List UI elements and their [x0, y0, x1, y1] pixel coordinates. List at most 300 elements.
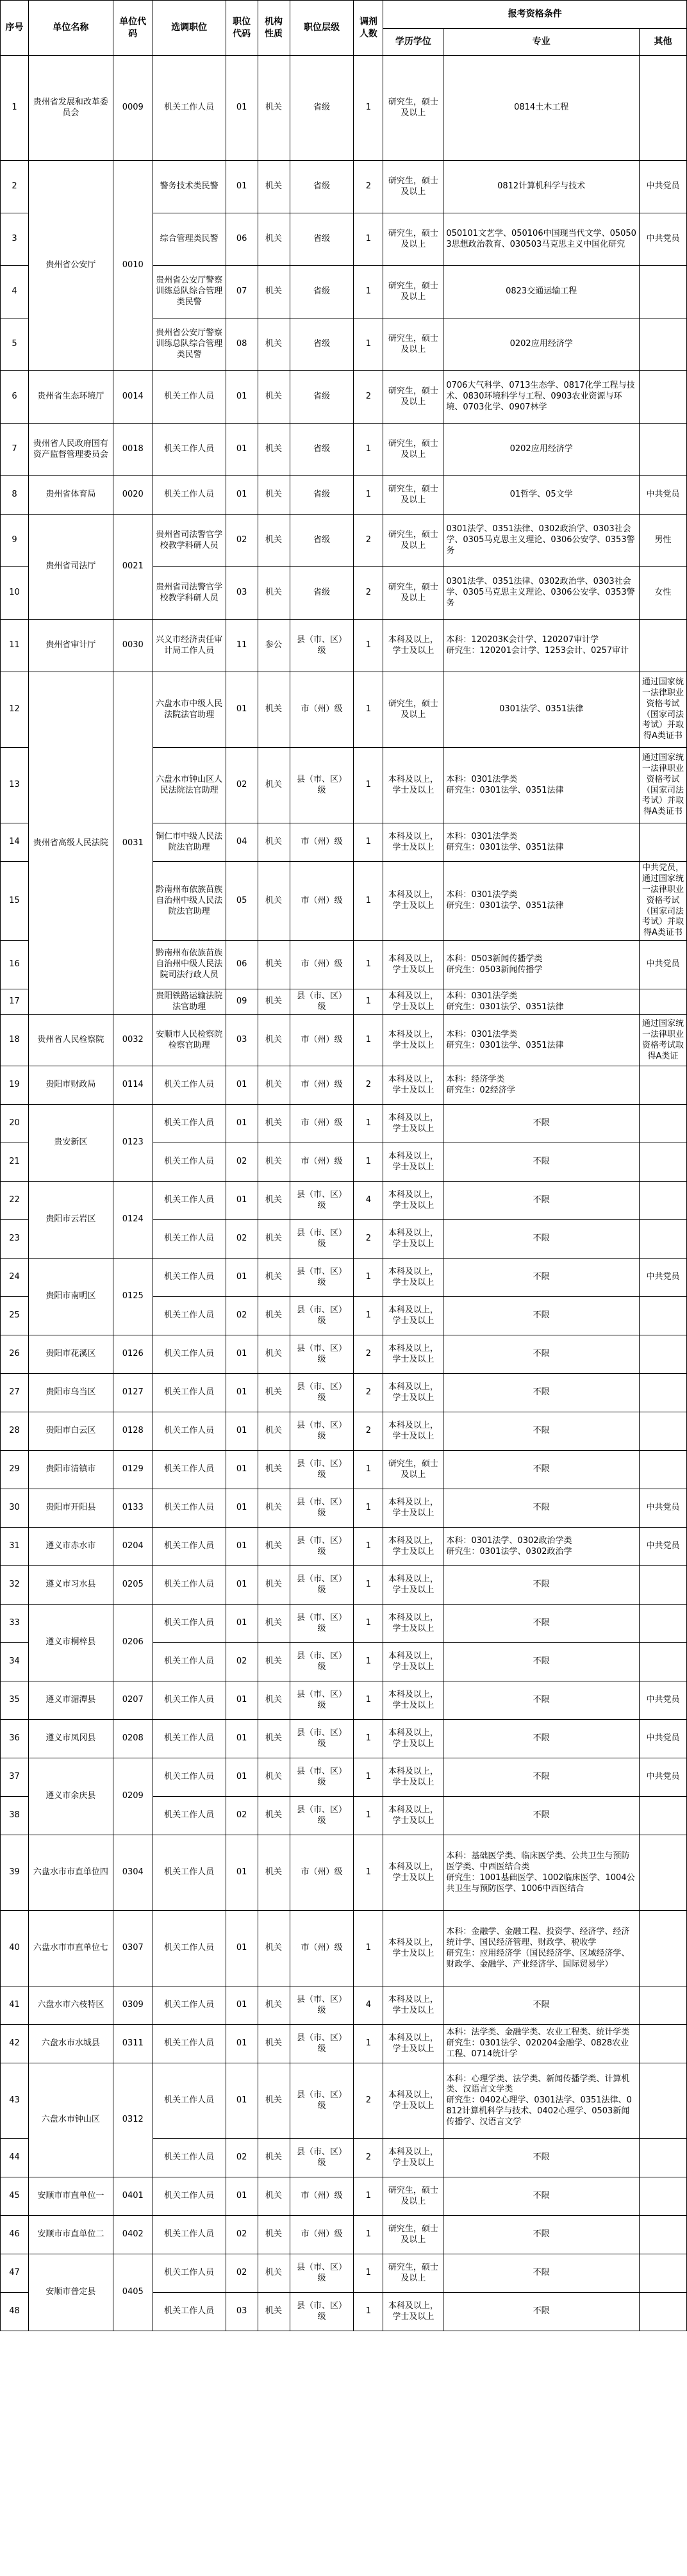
count-cell: 2	[354, 1374, 383, 1412]
unit-name-cell: 贵阳市白云区	[28, 1412, 113, 1451]
nature-cell: 机关	[258, 424, 290, 476]
level-cell: 县（市、区）级	[290, 1412, 354, 1451]
education-cell: 本科及以上，学士及以上	[383, 1605, 443, 1643]
position-cell: 机关工作人员	[153, 1643, 226, 1681]
nature-cell: 机关	[258, 1797, 290, 1835]
seq-cell: 2	[1, 161, 29, 213]
count-cell: 1	[354, 213, 383, 266]
position-cell: 综合管理类民警	[153, 213, 226, 266]
header-unit-code: 单位代码	[113, 1, 153, 56]
count-cell: 1	[354, 1643, 383, 1681]
level-cell: 市（州）级	[290, 941, 354, 989]
nature-cell: 机关	[258, 941, 290, 989]
position-code-cell: 02	[226, 2139, 258, 2177]
other-cell	[639, 1105, 686, 1143]
other-cell: 中共党员	[639, 941, 686, 989]
position-cell: 机关工作人员	[153, 1451, 226, 1489]
position-cell: 机关工作人员	[153, 2216, 226, 2254]
seq-cell: 17	[1, 989, 29, 1015]
unit-name-cell: 六盘水市钟山区	[28, 2063, 113, 2177]
level-cell: 市（州）级	[290, 672, 354, 748]
unit-name-cell: 安顺市市直单位二	[28, 2216, 113, 2254]
major-cell: 本科：0503新闻传播学类 研究生：0503新闻传播学	[443, 941, 640, 989]
seq-cell: 36	[1, 1720, 29, 1758]
table-row	[1, 476, 687, 515]
position-cell: 机关工作人员	[153, 1182, 226, 1220]
nature-cell: 机关	[258, 989, 290, 1015]
count-cell: 1	[354, 476, 383, 515]
level-cell: 省级	[290, 371, 354, 424]
table-row	[1, 1489, 687, 1528]
unit-code-cell: 0126	[113, 1335, 153, 1374]
position-cell: 机关工作人员	[153, 1566, 226, 1605]
education-cell: 本科及以上，学士及以上	[383, 748, 443, 823]
level-cell: 县（市、区）级	[290, 1335, 354, 1374]
nature-cell: 机关	[258, 1911, 290, 1986]
position-cell: 贵州省公安厅警察训练总队综合管理类民警	[153, 318, 226, 371]
level-cell: 省级	[290, 266, 354, 318]
header-row-top	[1, 1, 687, 29]
seq-cell: 26	[1, 1335, 29, 1374]
other-cell: 女性	[639, 567, 686, 620]
count-cell: 2	[354, 1220, 383, 1259]
level-cell: 县（市、区）级	[290, 1182, 354, 1220]
major-cell: 不限	[443, 1681, 640, 1720]
major-cell: 不限	[443, 2216, 640, 2254]
seq-cell: 38	[1, 1797, 29, 1835]
header-other: 其他	[639, 29, 686, 56]
count-cell: 1	[354, 318, 383, 371]
position-code-cell: 01	[226, 161, 258, 213]
position-code-cell: 01	[226, 1605, 258, 1643]
count-cell: 1	[354, 2025, 383, 2063]
education-cell: 本科及以上，学士及以上	[383, 1066, 443, 1105]
other-cell	[639, 1643, 686, 1681]
major-cell: 本科：120203K会计学、120207审计学 研究生：120201会计学、1253会计、0257审计	[443, 620, 640, 672]
other-cell: 中共党员，通过国家统一法律职业资格考试（国家司法考试）并取得A类证书	[639, 862, 686, 941]
nature-cell: 机关	[258, 1986, 290, 2025]
unit-name-cell: 贵阳市花溪区	[28, 1335, 113, 1374]
count-cell: 1	[354, 1528, 383, 1566]
level-cell: 市（州）级	[290, 1835, 354, 1911]
level-cell: 省级	[290, 515, 354, 567]
unit-name-cell: 六盘水市六枝特区	[28, 1986, 113, 2025]
position-cell: 铜仁市中级人民法院法官助理	[153, 823, 226, 862]
position-code-cell: 01	[226, 1835, 258, 1911]
unit-name-cell: 六盘水市市直单位四	[28, 1835, 113, 1911]
seq-cell: 5	[1, 318, 29, 371]
seq-cell: 23	[1, 1220, 29, 1259]
count-cell: 1	[354, 823, 383, 862]
table-row	[1, 1066, 687, 1105]
count-cell: 1	[354, 1720, 383, 1758]
nature-cell: 机关	[258, 1015, 290, 1066]
other-cell: 中共党员	[639, 1758, 686, 1797]
position-cell: 贵州省司法警官学校教学科研人员	[153, 567, 226, 620]
other-cell: 通过国家统一法律职业资格考试（国家司法考试）并取得A类证书	[639, 748, 686, 823]
header-position-code: 职位代码	[226, 1, 258, 56]
position-cell: 机关工作人员	[153, 1143, 226, 1182]
seq-cell: 33	[1, 1605, 29, 1643]
nature-cell: 机关	[258, 1220, 290, 1259]
unit-name-cell: 遵义市桐梓县	[28, 1605, 113, 1681]
position-cell: 机关工作人员	[153, 1528, 226, 1566]
seq-cell: 19	[1, 1066, 29, 1105]
position-code-cell: 01	[226, 1986, 258, 2025]
count-cell: 1	[354, 1758, 383, 1797]
unit-code-cell: 0307	[113, 1911, 153, 1986]
seq-cell: 8	[1, 476, 29, 515]
education-cell: 研究生，硕士及以上	[383, 161, 443, 213]
seq-cell: 22	[1, 1182, 29, 1220]
level-cell: 省级	[290, 318, 354, 371]
position-code-cell: 02	[226, 2216, 258, 2254]
level-cell: 县（市、区）级	[290, 1220, 354, 1259]
header-major: 专业	[443, 29, 640, 56]
education-cell: 研究生，硕士及以上	[383, 672, 443, 748]
education-cell: 本科及以上，学士及以上	[383, 1986, 443, 2025]
nature-cell: 机关	[258, 2293, 290, 2331]
table-row	[1, 1335, 687, 1374]
education-cell: 本科及以上，学士及以上	[383, 862, 443, 941]
header-qualification-group: 报考资格条件	[383, 1, 687, 29]
unit-code-cell: 0123	[113, 1105, 153, 1182]
education-cell: 研究生，硕士及以上	[383, 476, 443, 515]
count-cell: 2	[354, 1335, 383, 1374]
seq-cell: 15	[1, 862, 29, 941]
education-cell: 本科及以上，学士及以上	[383, 1797, 443, 1835]
level-cell: 县（市、区）级	[290, 2063, 354, 2139]
unit-code-cell: 0311	[113, 2025, 153, 2063]
position-code-cell: 01	[226, 1105, 258, 1143]
seq-cell: 32	[1, 1566, 29, 1605]
seq-cell: 34	[1, 1643, 29, 1681]
other-cell	[639, 2025, 686, 2063]
major-cell: 0301法学、0351法律、0302政治学、0303社会学、0305马克思主义理论、0306公安学、0353警务	[443, 515, 640, 567]
position-code-cell: 06	[226, 213, 258, 266]
position-code-cell: 01	[226, 1182, 258, 1220]
position-code-cell: 02	[226, 1297, 258, 1335]
count-cell: 1	[354, 1681, 383, 1720]
count-cell: 1	[354, 620, 383, 672]
nature-cell: 机关	[258, 56, 290, 161]
nature-cell: 机关	[258, 2254, 290, 2293]
other-cell: 中共党员	[639, 213, 686, 266]
education-cell: 本科及以上，学士及以上	[383, 1105, 443, 1143]
position-cell: 机关工作人员	[153, 1297, 226, 1335]
education-cell: 研究生，硕士及以上	[383, 318, 443, 371]
other-cell	[639, 1797, 686, 1835]
major-cell: 不限	[443, 2254, 640, 2293]
education-cell: 本科及以上，学士及以上	[383, 1489, 443, 1528]
major-cell: 本科：金融学、金融工程、投资学、经济学、经济统计学、国民经济管理、财政学、税收学 研究生：应用经济学（国民经济学、区域经济学、财政学、金融学、产业经济学、国际贸易学）	[443, 1911, 640, 1986]
unit-name-cell: 遵义市湄潭县	[28, 1681, 113, 1720]
nature-cell: 机关	[258, 2177, 290, 2216]
level-cell: 县（市、区）级	[290, 1797, 354, 1835]
unit-code-cell: 0204	[113, 1528, 153, 1566]
level-cell: 省级	[290, 56, 354, 161]
position-code-cell: 01	[226, 672, 258, 748]
table-row	[1, 1015, 687, 1066]
seq-cell: 43	[1, 2063, 29, 2139]
unit-name-cell: 贵州省审计厅	[28, 620, 113, 672]
unit-name-cell: 六盘水市市直单位七	[28, 1911, 113, 1986]
position-cell: 机关工作人员	[153, 1797, 226, 1835]
count-cell: 1	[354, 941, 383, 989]
header-position: 选调职位	[153, 1, 226, 56]
position-code-cell: 02	[226, 2254, 258, 2293]
count-cell: 1	[354, 1143, 383, 1182]
other-cell	[639, 1297, 686, 1335]
table-row	[1, 1374, 687, 1412]
other-cell	[639, 823, 686, 862]
seq-cell: 27	[1, 1374, 29, 1412]
seq-cell: 10	[1, 567, 29, 620]
nature-cell: 机关	[258, 1720, 290, 1758]
major-cell: 不限	[443, 1986, 640, 2025]
level-cell: 县（市、区）级	[290, 1605, 354, 1643]
level-cell: 市（州）级	[290, 1066, 354, 1105]
seq-cell: 30	[1, 1489, 29, 1528]
major-cell: 本科：基础医学类、临床医学类、公共卫生与预防医学类、中西医结合类 研究生：1001基础医学、1002临床医学、1004公共卫生与预防医学、1006中西医结合	[443, 1835, 640, 1911]
table-row	[1, 1720, 687, 1758]
nature-cell: 机关	[258, 1605, 290, 1643]
position-cell: 机关工作人员	[153, 476, 226, 515]
position-code-cell: 02	[226, 1797, 258, 1835]
other-cell	[639, 1335, 686, 1374]
seq-cell: 9	[1, 515, 29, 567]
unit-name-cell: 贵阳市财政局	[28, 1066, 113, 1105]
count-cell: 1	[354, 1297, 383, 1335]
education-cell: 本科及以上，学士及以上	[383, 1566, 443, 1605]
position-cell: 机关工作人员	[153, 2063, 226, 2139]
seq-cell: 14	[1, 823, 29, 862]
unit-name-cell: 遵义市凤冈县	[28, 1720, 113, 1758]
table-row	[1, 2063, 687, 2139]
unit-name-cell: 遵义市余庆县	[28, 1758, 113, 1835]
seq-cell: 3	[1, 213, 29, 266]
count-cell: 1	[354, 1489, 383, 1528]
education-cell: 本科及以上，学士及以上	[383, 620, 443, 672]
seq-cell: 12	[1, 672, 29, 748]
position-code-cell: 01	[226, 1758, 258, 1797]
position-code-cell: 02	[226, 748, 258, 823]
level-cell: 县（市、区）级	[290, 748, 354, 823]
position-code-cell: 01	[226, 1489, 258, 1528]
position-code-cell: 07	[226, 266, 258, 318]
unit-code-cell: 0031	[113, 672, 153, 1015]
nature-cell: 机关	[258, 476, 290, 515]
other-cell	[639, 56, 686, 161]
other-cell	[639, 1911, 686, 1986]
nature-cell: 机关	[258, 1451, 290, 1489]
count-cell: 1	[354, 2216, 383, 2254]
position-cell: 机关工作人员	[153, 1066, 226, 1105]
nature-cell: 机关	[258, 1489, 290, 1528]
education-cell: 本科及以上，学士及以上	[383, 2025, 443, 2063]
unit-name-cell: 六盘水市水城县	[28, 2025, 113, 2063]
position-cell: 机关工作人员	[153, 1911, 226, 1986]
education-cell: 本科及以上，学士及以上	[383, 1182, 443, 1220]
nature-cell: 机关	[258, 1335, 290, 1374]
nature-cell: 机关	[258, 318, 290, 371]
unit-code-cell: 0125	[113, 1259, 153, 1335]
major-cell: 不限	[443, 1297, 640, 1335]
position-code-cell: 01	[226, 1528, 258, 1566]
position-code-cell: 01	[226, 1451, 258, 1489]
unit-code-cell: 0402	[113, 2216, 153, 2254]
nature-cell: 机关	[258, 748, 290, 823]
unit-code-cell: 0021	[113, 515, 153, 620]
unit-code-cell: 0009	[113, 56, 153, 161]
level-cell: 县（市、区）级	[290, 1643, 354, 1681]
seq-cell: 44	[1, 2139, 29, 2177]
other-cell	[639, 1220, 686, 1259]
major-cell: 不限	[443, 1105, 640, 1143]
major-cell: 0301法学、0351法律、0302政治学、0303社会学、0305马克思主义理论、0306公安学、0353警务	[443, 567, 640, 620]
other-cell	[639, 2177, 686, 2216]
unit-name-cell: 贵阳市开阳县	[28, 1489, 113, 1528]
level-cell: 县（市、区）级	[290, 1489, 354, 1528]
seq-cell: 1	[1, 56, 29, 161]
position-code-cell: 01	[226, 424, 258, 476]
education-cell: 研究生，硕士及以上	[383, 213, 443, 266]
table-row	[1, 1259, 687, 1297]
header-count: 调剂人数	[354, 1, 383, 56]
seq-cell: 47	[1, 2254, 29, 2293]
level-cell: 县（市、区）级	[290, 1451, 354, 1489]
nature-cell: 机关	[258, 1297, 290, 1335]
level-cell: 省级	[290, 476, 354, 515]
other-cell	[639, 2216, 686, 2254]
major-cell: 0823交通运输工程	[443, 266, 640, 318]
education-cell: 研究生，硕士及以上	[383, 567, 443, 620]
nature-cell: 机关	[258, 2025, 290, 2063]
position-code-cell: 02	[226, 1143, 258, 1182]
table-row	[1, 1566, 687, 1605]
major-cell: 不限	[443, 1797, 640, 1835]
education-cell: 研究生，硕士及以上	[383, 515, 443, 567]
level-cell: 县（市、区）级	[290, 1528, 354, 1566]
table-row	[1, 672, 687, 748]
education-cell: 本科及以上，学士及以上	[383, 1220, 443, 1259]
other-cell	[639, 1182, 686, 1220]
position-cell: 机关工作人员	[153, 1489, 226, 1528]
major-cell: 0202应用经济学	[443, 424, 640, 476]
position-code-cell: 03	[226, 2293, 258, 2331]
header-seq: 序号	[1, 1, 29, 56]
education-cell: 本科及以上，学士及以上	[383, 989, 443, 1015]
nature-cell: 机关	[258, 2063, 290, 2139]
table-row	[1, 2025, 687, 2063]
position-code-cell: 01	[226, 2177, 258, 2216]
count-cell: 2	[354, 567, 383, 620]
unit-name-cell: 贵州省人民政府国有资产监督管理委员会	[28, 424, 113, 476]
table-row	[1, 620, 687, 672]
education-cell: 本科及以上，学士及以上	[383, 1259, 443, 1297]
position-code-cell: 03	[226, 1015, 258, 1066]
nature-cell: 机关	[258, 1412, 290, 1451]
position-cell: 机关工作人员	[153, 1374, 226, 1412]
count-cell: 1	[354, 1015, 383, 1066]
count-cell: 1	[354, 1105, 383, 1143]
count-cell: 4	[354, 1182, 383, 1220]
unit-code-cell: 0032	[113, 1015, 153, 1066]
education-cell: 研究生，硕士及以上	[383, 424, 443, 476]
major-cell: 050101文艺学、050106中国现当代文学、050503思想政治教育、030503马克思主义中国化研究	[443, 213, 640, 266]
major-cell: 01哲学、05文学	[443, 476, 640, 515]
position-code-cell: 01	[226, 1681, 258, 1720]
count-cell: 1	[354, 1451, 383, 1489]
count-cell: 1	[354, 1911, 383, 1986]
other-cell	[639, 620, 686, 672]
education-cell: 本科及以上，学士及以上	[383, 1720, 443, 1758]
nature-cell: 机关	[258, 823, 290, 862]
level-cell: 县（市、区）级	[290, 2254, 354, 2293]
unit-code-cell: 0304	[113, 1835, 153, 1911]
position-code-cell: 02	[226, 515, 258, 567]
unit-name-cell: 贵州省人民检察院	[28, 1015, 113, 1066]
other-cell: 男性	[639, 515, 686, 567]
count-cell: 1	[354, 862, 383, 941]
position-code-cell: 09	[226, 989, 258, 1015]
count-cell: 1	[354, 1259, 383, 1297]
nature-cell: 机关	[258, 161, 290, 213]
other-cell	[639, 2139, 686, 2177]
major-cell: 不限	[443, 1220, 640, 1259]
table-row	[1, 1986, 687, 2025]
unit-code-cell: 0206	[113, 1605, 153, 1681]
level-cell: 县（市、区）级	[290, 620, 354, 672]
education-cell: 本科及以上，学士及以上	[383, 1015, 443, 1066]
position-code-cell: 01	[226, 1911, 258, 1986]
nature-cell: 机关	[258, 1259, 290, 1297]
nature-cell: 机关	[258, 371, 290, 424]
position-cell: 机关工作人员	[153, 1412, 226, 1451]
seq-cell: 35	[1, 1681, 29, 1720]
major-cell: 不限	[443, 1374, 640, 1412]
other-cell: 通过国家统一法律职业资格考试（国家司法考试）并取得A类证书	[639, 672, 686, 748]
nature-cell: 机关	[258, 672, 290, 748]
count-cell: 1	[354, 672, 383, 748]
major-cell: 不限	[443, 2139, 640, 2177]
table-row	[1, 56, 687, 161]
education-cell: 本科及以上，学士及以上	[383, 2063, 443, 2139]
position-cell: 机关工作人员	[153, 1986, 226, 2025]
header-education: 学历学位	[383, 29, 443, 56]
position-code-cell: 08	[226, 318, 258, 371]
position-cell: 机关工作人员	[153, 2177, 226, 2216]
position-code-cell: 11	[226, 620, 258, 672]
major-cell: 本科：0301法学、0302政治学类 研究生：0301法学、0302政治学	[443, 1528, 640, 1566]
level-cell: 省级	[290, 161, 354, 213]
level-cell: 市（州）级	[290, 2216, 354, 2254]
table-row	[1, 371, 687, 424]
table-row	[1, 424, 687, 476]
other-cell	[639, 318, 686, 371]
table-row	[1, 1105, 687, 1143]
education-cell: 本科及以上，学士及以上	[383, 1143, 443, 1182]
position-code-cell: 01	[226, 1412, 258, 1451]
other-cell	[639, 1605, 686, 1643]
major-cell: 不限	[443, 1643, 640, 1681]
other-cell: 中共党员	[639, 1681, 686, 1720]
major-cell: 不限	[443, 1143, 640, 1182]
level-cell: 县（市、区）级	[290, 1297, 354, 1335]
education-cell: 本科及以上，学士及以上	[383, 941, 443, 989]
seq-cell: 28	[1, 1412, 29, 1451]
unit-name-cell: 贵阳市云岩区	[28, 1182, 113, 1259]
